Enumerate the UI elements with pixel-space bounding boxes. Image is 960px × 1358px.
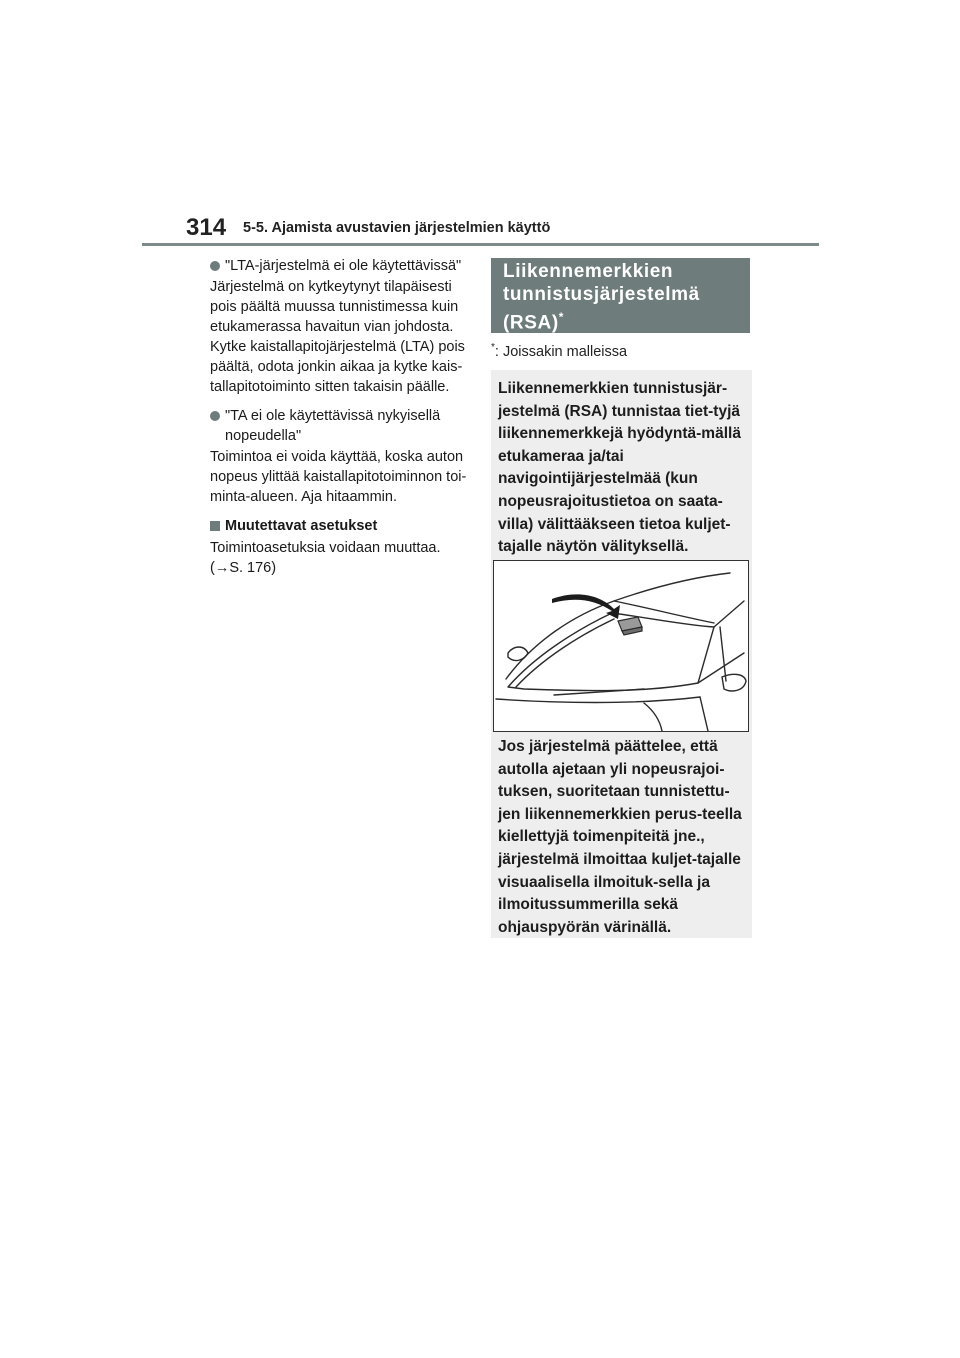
footnote-text: : Joissakin malleissa — [494, 343, 628, 360]
bullet-body: Toimintoa ei voida käyttää, koska auton nopeus ylittää kaistallapitotoiminnon toi-minta-alueen. Aja hitaammin. — [210, 449, 467, 505]
footnote — [491, 342, 627, 360]
rsa-title: Liikennemerkkien tunnistusjärjestelmä (RSA) — [503, 261, 700, 334]
bullet-ta-unavailable — [210, 406, 472, 446]
section-heading — [210, 516, 472, 536]
rsa-description-text: Jos järjestelmä päättelee, että autolla ajetaan yli nopeusrajoi-tuksen, suoritetaan tunnistettu-jen liikennemerkkien perus-teella kiellettyjä toimenpiteitä jne., järjestelmä ilmoittaa kuljet-tajalle visuaalisella ilmoituk-sella ja ilmoitussummerilla sekä ohjauspyörän värinällä. — [498, 738, 742, 936]
rsa-info-box — [491, 370, 752, 938]
bullet-title: "LTA-järjestelmä ei ole käytettävissä" — [225, 258, 462, 274]
bullet-body: Järjestelmä on kytkeytynyt tilapäisesti pois päältä muussa tunnistimessa kuin etukamerassa havaitun vian johdosta. Kytke kaistallapitojärjestelmä (LTA) pois päältä, odota jonkin aikaa ja kytke kais-tallapitotoiminto sitten takaisin päälle. — [210, 279, 465, 395]
bullet-lta-unavailable — [210, 256, 472, 276]
rsa-section-header — [491, 258, 750, 333]
footnote-marker: * — [491, 342, 495, 353]
page-reference-link[interactable]: (→S. 176) — [210, 560, 277, 576]
page-number: 314 — [186, 214, 227, 241]
section-title: Muutettavat asetukset — [225, 518, 378, 534]
pointer-arrow — [552, 594, 620, 619]
left-column — [210, 256, 472, 578]
header-rule — [142, 243, 819, 246]
camera-module — [618, 617, 642, 635]
bullet-dot-icon — [210, 261, 220, 271]
car-windshield-camera-icon — [494, 561, 748, 731]
section-body: Toimintoasetuksia voidaan muuttaa. — [210, 540, 441, 556]
bullet-title: "TA ei ole käytettävissä nykyisellä nopeudella" — [225, 408, 441, 444]
bullet-dot-icon — [210, 411, 220, 421]
square-bullet-icon — [210, 521, 220, 531]
rsa-asterisk: * — [558, 310, 565, 324]
rsa-intro-text: Liikennemerkkien tunnistusjär-jestelmä (RSA) tunnistaa tiet-tyjä liikennemerkkejä hyödyntä-mällä etukameraa ja/tai navigointijärjestelmää (kun nopeusrajoitustietoa on saata-villa) välittääkseen tietoa kuljet-tajalle näytön välityksellä. — [498, 380, 741, 556]
windshield-camera-illustration — [493, 560, 749, 732]
chapter-title: 5-5. Ajamista avustavien järjestelmien käyttö — [243, 220, 551, 236]
